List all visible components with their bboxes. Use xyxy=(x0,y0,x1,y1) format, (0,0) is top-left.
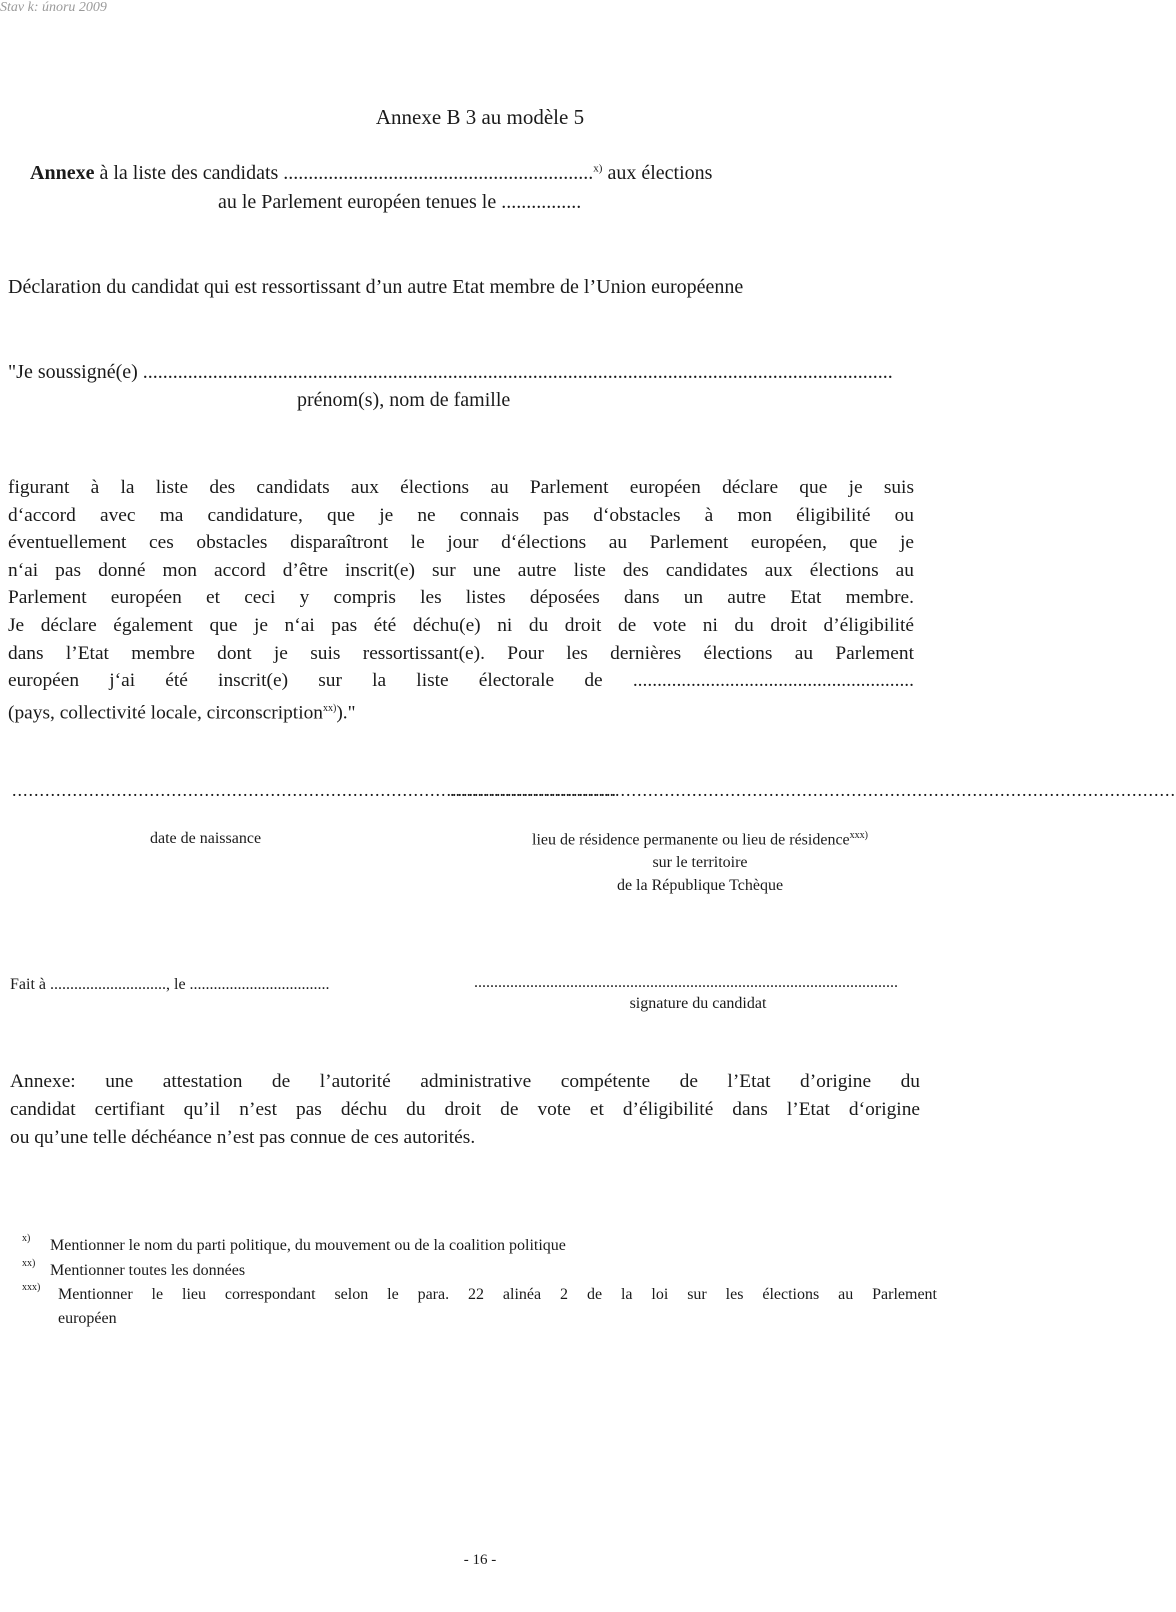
soussigne-line: "Je soussigné(e) ...................................................................................................................................................... xyxy=(8,361,893,383)
prenom-label: prénom(s), nom de famille xyxy=(297,389,511,411)
paragraph-line: d‘accord avec ma candidature, que je ne connais pas d‘obstacles à mon éligibilité ou xyxy=(8,504,914,526)
footnote-2 xyxy=(22,1258,246,1280)
annexe-paragraph xyxy=(10,1068,920,1152)
paragraph-l9-text: (pays, collectivité locale, circonscription xyxy=(8,702,323,724)
footnote-3-mark: xxx) xyxy=(22,1282,41,1293)
signature-label: signature du candidat xyxy=(629,995,767,1012)
footnote-3 xyxy=(22,1282,937,1304)
header-line-1 xyxy=(30,162,920,185)
footnote-1-text: Mentionner le nom du parti politique, du mouvement ou de la coalition politique xyxy=(50,1237,566,1254)
paragraph-line: Je déclare également que je n‘ai pas été déchu(e) ni du droit de vote ni du droit d’éligibilité xyxy=(8,614,914,636)
paragraph-line: européen j‘ai été inscrit(e) sur la liste électorale de .......................................................... xyxy=(8,670,914,692)
footnote-1-mark: x) xyxy=(22,1233,31,1244)
paragraph-line: éventuellement ces obstacles disparaîtront le jour d‘élections au Parlement européen, que je xyxy=(8,532,914,554)
annexe-line: Annexe: une attestation de l’autorité administrative compétente de l’Etat d’origine du xyxy=(10,1071,920,1092)
paragraph-l9-end: )." xyxy=(336,702,356,724)
fait-a-line: Fait à ............................., le ................................... xyxy=(10,976,330,993)
residence-line-2: sur le territoire xyxy=(652,854,748,872)
declaration-title: Déclaration du candidat qui est ressortissant d’un autre Etat membre de l’Union européenne xyxy=(8,276,744,298)
signature-dotted-line: .......................................................................................................... xyxy=(474,974,898,991)
footnote-3-continued: européen xyxy=(58,1310,117,1327)
paragraph-line: figurant à la liste des candidats aux élections au Parlement européen déclare que je suis xyxy=(8,477,914,498)
status-date: Stav k: únoru 2009 xyxy=(0,0,107,15)
residence-line-1-text: lieu de résidence permanente ou lieu de résidence xyxy=(532,831,850,849)
declaration-paragraph xyxy=(8,474,914,727)
footnote-2-mark: xx) xyxy=(22,1258,36,1269)
footnote-3-text: Mentionner le lieu correspondant selon le para. 22 alinéa 2 de la loi sur les élections au Parlement xyxy=(58,1286,937,1303)
footnote-2-text: Mentionner toutes les données xyxy=(50,1262,246,1279)
paragraph-line: Parlement européen et ceci y compris les listes déposées dans un autre Etat membre. xyxy=(8,587,914,609)
annex-title: Annexe B 3 au modèle 5 xyxy=(375,105,585,129)
residence-line-3: de la République Tchèque xyxy=(616,877,784,895)
dotted-line-left: .............................................................................................................. xyxy=(12,780,617,800)
date-of-birth-label: date de naissance xyxy=(150,830,262,847)
annexe-line: candidat certifiant qu’il n’est pas déchu du droit de vote et d’éligibilité dans l’Etat d‘origine xyxy=(10,1099,920,1120)
annexe-line-last: ou qu’une telle déchéance n’est pas connue de ces autorités. xyxy=(10,1127,476,1148)
footnote-ref-x: x) xyxy=(593,162,603,175)
residence-label xyxy=(470,824,930,897)
footnote-1 xyxy=(22,1233,566,1255)
footnote-ref-xxx: xxx) xyxy=(849,830,868,841)
page-number: - 16 - xyxy=(463,1552,497,1568)
header-line-1-end: aux élections xyxy=(602,162,713,184)
paragraph-line-last xyxy=(8,695,914,727)
annexe-bold: Annexe xyxy=(30,162,95,184)
footnote-ref-xx: xx) xyxy=(322,702,337,714)
dotted-line-right: .................................................................................................................................... xyxy=(450,780,1176,800)
paragraph-line: dans l’Etat membre dont je suis ressortissant(e). Pour les dernières élections au Parlement xyxy=(8,642,914,664)
residence-line-1 xyxy=(470,824,930,851)
header-line-2: au le Parlement européen tenues le ................ xyxy=(218,191,582,213)
header-line-1-text: à la liste des candidats .............................................................. xyxy=(94,162,594,184)
paragraph-line: n‘ai pas donné mon accord d’être inscrit(e) sur une autre liste des candidates aux élections au xyxy=(8,559,914,581)
